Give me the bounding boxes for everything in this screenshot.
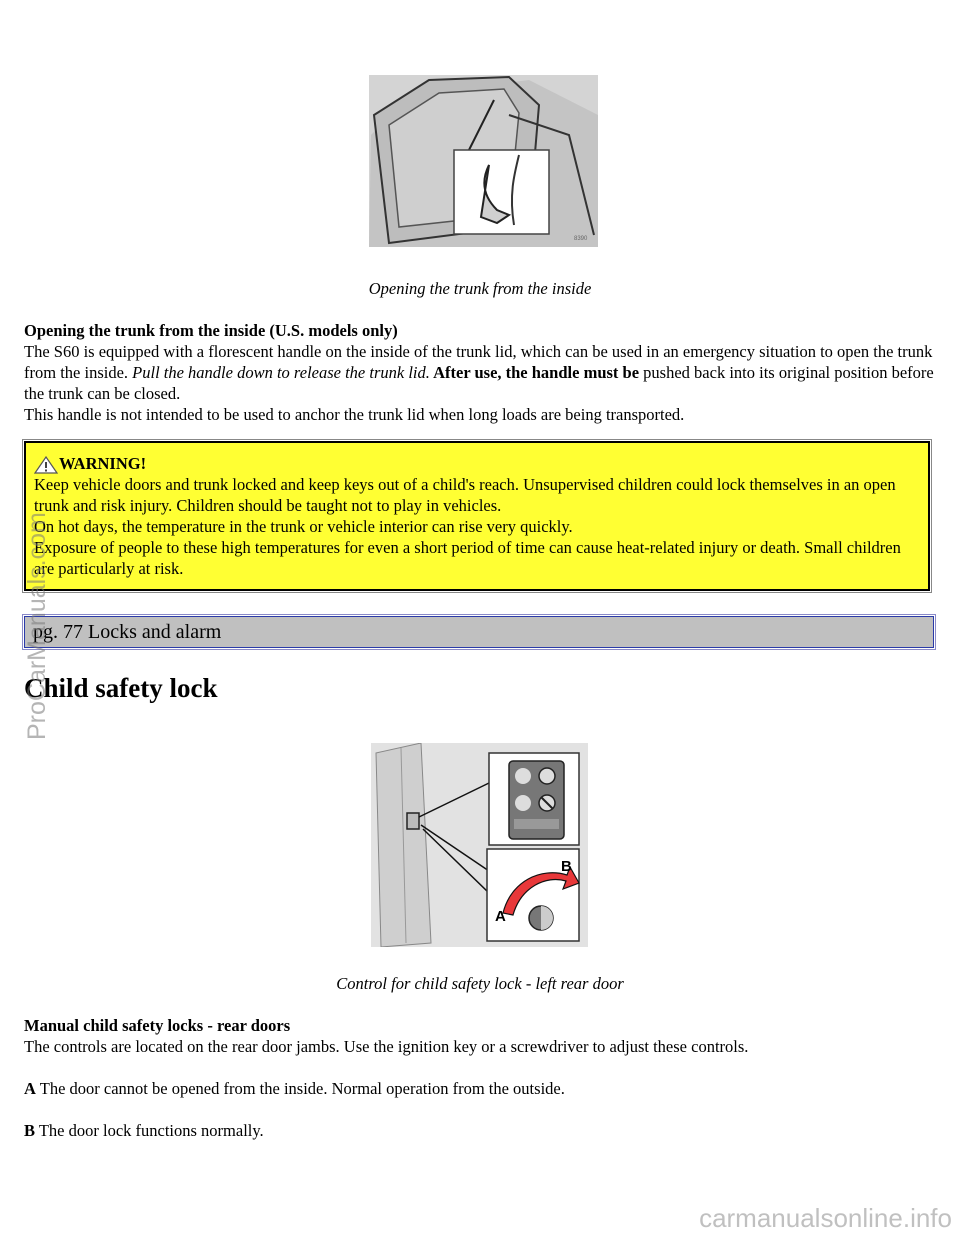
trunk-note: This handle is not intended to be used to anchor the trunk lid when long loads are being transported. [24,405,685,424]
section-title: Child safety lock [24,673,218,703]
label-a: A [495,908,506,925]
child-lock-illustration-icon [371,743,588,947]
option-a: A The door cannot be opened from the inside. Normal operation from the outside. [24,1079,565,1098]
warning-box [24,441,930,591]
watermark-left: ProCarManuals.com [23,512,51,740]
warning-line-2: On hot days, the temperature in the trunk or vehicle interior can rise very quickly. [34,517,573,536]
child-lock-figure [371,743,588,947]
option-b: B The door lock functions normally. [24,1121,264,1140]
warning-title: WARNING! [34,453,920,474]
figure-caption: Opening the trunk from the inside [368,279,592,298]
watermark-bottom: carmanualsonline.info [699,1203,952,1233]
warning-line-3: Exposure of people to these high temperatures for even a short period of time can cause heat-related injury or death. Small children are particularly at risk. [34,538,901,578]
trunk-heading: Opening the trunk from the inside (U.S. models only) [24,321,398,340]
child-lock-text: The controls are located on the rear door jambs. Use the ignition key or a screwdriver to adjust these controls. [24,1037,749,1056]
warning-line-1: Keep vehicle doors and trunk locked and keep keys out of a child's reach. Unsupervised children could lock themselves in an open trunk and risk injury. Children should be taught not to play in vehicles. [34,475,896,515]
svg-text:8390: 8390 [574,236,588,242]
trunk-illustration-icon [369,75,598,247]
label-b: B [561,858,572,875]
page-section-bar: pg. 77 Locks and alarm [24,616,934,648]
child-lock-heading: Manual child safety locks - rear doors [24,1016,291,1035]
figure-caption-2: Control for child safety lock - left rear door [336,974,624,993]
warning-triangle-icon [34,456,58,474]
trunk-paragraph: The S60 is equipped with a florescent handle on the inside of the trunk lid, which can be used in an emergency situation to open the trunk from the inside. Pull the handle down to release the trunk lid. After use, the handle must be pushed back into its original position before the trunk can be closed. [24,342,934,403]
trunk-section [24,320,934,425]
child-lock-section [24,1015,934,1141]
trunk-figure [369,75,598,247]
